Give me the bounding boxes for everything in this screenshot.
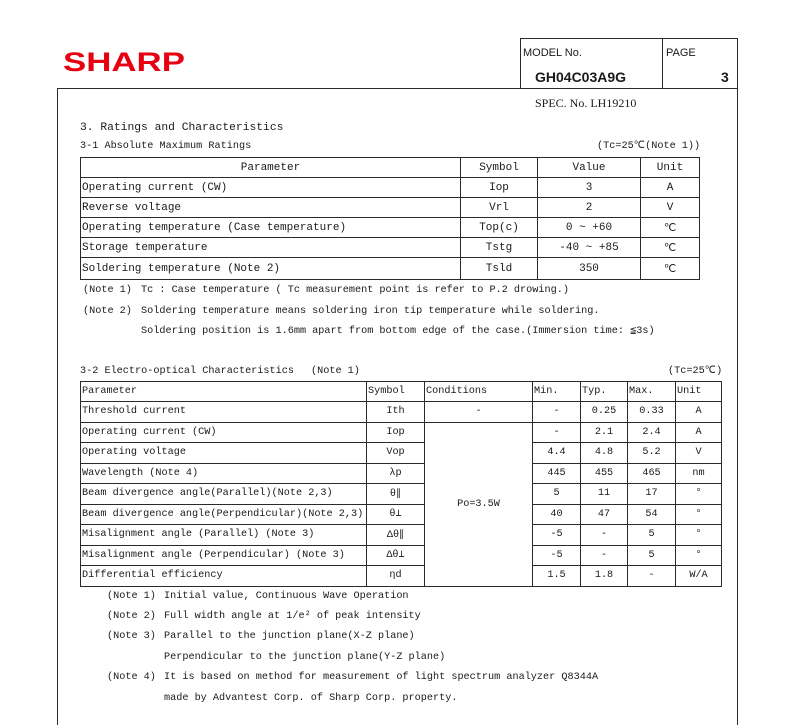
note-label: (Note 1): [83, 285, 132, 296]
unit-cell: ℃: [641, 238, 700, 258]
unit-cell: V: [676, 443, 722, 464]
column-header-typ: Typ.: [581, 382, 628, 402]
typ-cell: 47: [581, 504, 628, 525]
min-cell: 5: [533, 484, 581, 505]
table-row: [81, 566, 722, 587]
typ-cell: 4.8: [581, 443, 628, 464]
symbol-cell: ηd: [367, 566, 425, 587]
parameter-cell: Reverse voltage: [81, 198, 461, 218]
table-row: [81, 218, 700, 238]
unit-cell: nm: [676, 463, 722, 484]
symbol-cell: Δθ⊥: [367, 545, 425, 566]
column-header-max: Max.: [628, 382, 676, 402]
value-cell: 350: [538, 258, 641, 280]
electro-optical-table: [80, 381, 722, 587]
value-cell: -40 ~ +85: [538, 238, 641, 258]
max-cell: -: [628, 566, 676, 587]
unit-cell: ℃: [641, 258, 700, 280]
model-page-divider: [662, 38, 663, 88]
note-label: (Note 1): [107, 591, 156, 602]
electro-optical-title-note: (Note 1): [311, 366, 360, 377]
parameter-cell: Operating voltage: [81, 443, 367, 464]
table-row: [81, 525, 722, 546]
unit-cell: °: [676, 484, 722, 505]
column-header-parameter: Parameter: [81, 158, 461, 178]
symbol-cell: Δθ∥: [367, 525, 425, 546]
unit-cell: A: [641, 178, 700, 198]
min-cell: 4.4: [533, 443, 581, 464]
min-cell: 40: [533, 504, 581, 525]
note-label: (Note 3): [107, 631, 156, 642]
abs-max-title: 3-1 Absolute Maximum Ratings: [80, 141, 252, 152]
absolute-maximum-ratings-table: [80, 157, 700, 280]
typ-cell: 455: [581, 463, 628, 484]
min-cell: 445: [533, 463, 581, 484]
symbol-cell: Ith: [367, 402, 425, 423]
max-cell: 2.4: [628, 422, 676, 443]
typ-cell: 1.8: [581, 566, 628, 587]
value-cell: 2: [538, 198, 641, 218]
note-text: Initial value, Continuous Wave Operation: [164, 591, 409, 602]
electro-optical-condition: (Tc=25℃): [668, 366, 723, 377]
note-text: Full width angle at 1/e² of peak intensity: [164, 611, 421, 622]
symbol-cell: θ∥: [367, 484, 425, 505]
parameter-cell: Differential efficiency: [81, 566, 367, 587]
table-row: [81, 238, 700, 258]
max-cell: 465: [628, 463, 676, 484]
min-cell: -: [533, 422, 581, 443]
symbol-cell: Top(c): [461, 218, 538, 238]
symbol-cell: Iop: [367, 422, 425, 443]
sharp-logo: SHARP: [63, 47, 185, 77]
model-label: MODEL No.: [523, 47, 582, 59]
unit-cell: V: [641, 198, 700, 218]
table-row: [81, 504, 722, 525]
table-row: [81, 545, 722, 566]
shared-condition-cell: Po=3.5W: [425, 422, 533, 586]
typ-cell: 0.25: [581, 402, 628, 423]
column-header-min: Min.: [533, 382, 581, 402]
column-header-symbol: Symbol: [367, 382, 425, 402]
typ-cell: -: [581, 545, 628, 566]
table-row: [81, 443, 722, 464]
max-cell: 17: [628, 484, 676, 505]
parameter-cell: Wavelength (Note 4): [81, 463, 367, 484]
symbol-cell: λp: [367, 463, 425, 484]
max-cell: 5.2: [628, 443, 676, 464]
typ-cell: 11: [581, 484, 628, 505]
parameter-cell: Operating current (CW): [81, 422, 367, 443]
table-row: [81, 198, 700, 218]
unit-cell: °: [676, 504, 722, 525]
value-cell: 0 ~ +60: [538, 218, 641, 238]
parameter-cell: Misalignment angle (Perpendicular) (Note 3): [81, 545, 367, 566]
table-row: [81, 178, 700, 198]
symbol-cell: Vrl: [461, 198, 538, 218]
typ-cell: 2.1: [581, 422, 628, 443]
model-number: GH04C03A9G: [535, 69, 627, 85]
column-header-unit: Unit: [641, 158, 700, 178]
table-row: [81, 484, 722, 505]
unit-cell: °: [676, 545, 722, 566]
unit-cell: ℃: [641, 218, 700, 238]
table-row: [81, 422, 722, 443]
min-cell: -5: [533, 525, 581, 546]
max-cell: 0.33: [628, 402, 676, 423]
typ-cell: -: [581, 525, 628, 546]
table-header-row: [81, 382, 722, 402]
note-text: Tc : Case temperature ( Tc measurement point is refer to P.2 drowing.): [141, 285, 569, 296]
unit-cell: A: [676, 422, 722, 443]
table-row: [81, 463, 722, 484]
unit-cell: A: [676, 402, 722, 423]
note-label: (Note 4): [107, 672, 156, 683]
symbol-cell: Tsld: [461, 258, 538, 280]
abs-max-condition: (Tc=25℃(Note 1)): [597, 141, 701, 152]
unit-cell: °: [676, 525, 722, 546]
table-row: [81, 402, 722, 423]
column-header-symbol: Symbol: [461, 158, 538, 178]
electro-optical-title: 3-2 Electro-optical Characteristics: [80, 366, 294, 377]
column-header-parameter: Parameter: [81, 382, 367, 402]
note-text: Parallel to the junction plane(X-Z plane): [164, 631, 415, 642]
parameter-cell: Storage temperature: [81, 238, 461, 258]
column-header-conditions: Conditions: [425, 382, 533, 402]
frame-left-line: [57, 88, 58, 725]
parameter-cell: Operating temperature (Case temperature): [81, 218, 461, 238]
frame-top-line: [57, 88, 738, 89]
parameter-cell: Soldering temperature (Note 2): [81, 258, 461, 280]
min-cell: -: [533, 402, 581, 423]
note-text: made by Advantest Corp. of Sharp Corp. property.: [164, 693, 458, 704]
parameter-cell: Misalignment angle (Parallel) (Note 3): [81, 525, 367, 546]
note-label: (Note 2): [107, 611, 156, 622]
note-text: Soldering temperature means soldering iron tip temperature while soldering.: [141, 306, 600, 317]
note-text: It is based on method for measurement of light spectrum analyzer Q8344A: [164, 672, 599, 683]
symbol-cell: θ⊥: [367, 504, 425, 525]
note-text: Perpendicular to the junction plane(Y-Z plane): [164, 652, 446, 663]
section-title: 3. Ratings and Characteristics: [80, 122, 284, 134]
min-cell: -5: [533, 545, 581, 566]
min-cell: 1.5: [533, 566, 581, 587]
note-text: Soldering position is 1.6mm apart from bottom edge of the case.(Immersion time: ≦3s): [141, 326, 655, 337]
unit-cell: W/A: [676, 566, 722, 587]
parameter-cell: Operating current (CW): [81, 178, 461, 198]
value-cell: 3: [538, 178, 641, 198]
symbol-cell: Iop: [461, 178, 538, 198]
note-label: (Note 2): [83, 306, 132, 317]
parameter-cell: Beam divergence angle(Parallel)(Note 2,3): [81, 484, 367, 505]
page-label: PAGE: [666, 47, 696, 59]
table-row: [81, 258, 700, 280]
symbol-cell: Tstg: [461, 238, 538, 258]
max-cell: 5: [628, 545, 676, 566]
page-number: 3: [721, 69, 729, 85]
column-header-unit: Unit: [676, 382, 722, 402]
table-header-row: [81, 158, 700, 178]
parameter-cell: Threshold current: [81, 402, 367, 423]
frame-right-line: [737, 38, 738, 725]
column-header-value: Value: [538, 158, 641, 178]
symbol-cell: Vop: [367, 443, 425, 464]
parameter-cell: Beam divergence angle(Perpendicular)(Note 2,3): [81, 504, 367, 525]
condition-cell: -: [425, 402, 533, 423]
spec-number: SPEC. No. LH19210: [535, 96, 637, 110]
max-cell: 54: [628, 504, 676, 525]
max-cell: 5: [628, 525, 676, 546]
